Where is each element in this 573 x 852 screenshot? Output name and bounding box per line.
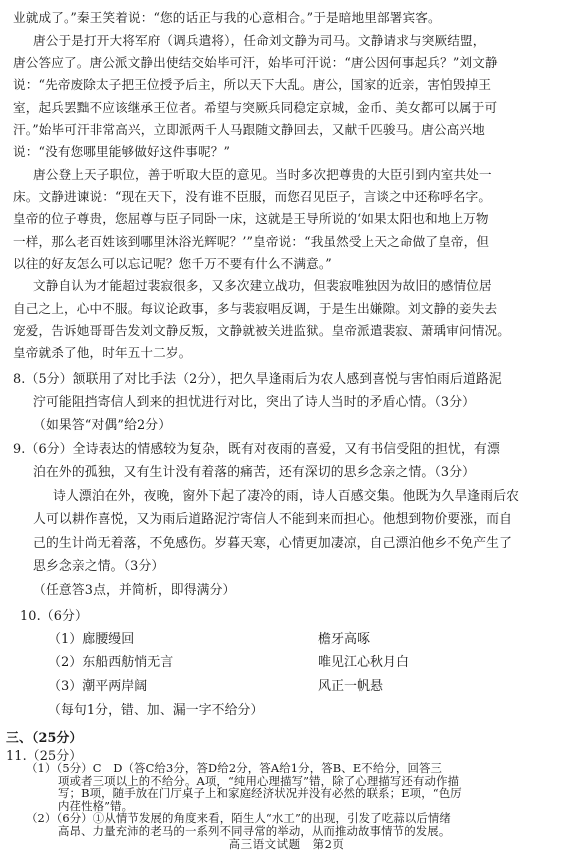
q9-answer-line: 泊在外的孤独，又有生计没有着落的痛苦，还有深切的思乡念亲之情。（3分） [33, 465, 476, 480]
passage-line: 唐公答应了。唐公派文静出使结交始毕可汗，始毕可汗说：“唐公因何事起兵？”刘文静 [13, 55, 498, 70]
passage-line: 室，起兵罢黜不应该继承王位者。希望与突厥兵同稳定京城，金币、美女都可以属于可 [13, 100, 498, 115]
q11-part2-line: （2）（6分）①从情节发展的角度来看，陌生人“水工”的出现，引发了吃蒜以后情绪 [26, 811, 451, 825]
passage-line: 床。文静进谏说：“现在天下，没有谁不臣服，而您召见臣子，言谈之中还称呼名字。 [13, 189, 492, 204]
section-heading: 三、（25分） [6, 731, 83, 746]
q8-answer-line: 泞可能阻挡寄信人到来的担忧进行对比，突出了诗人当时的矛盾心情。（3分） [33, 395, 476, 410]
q9-answer-line: 诗人漂泊在外，夜晚，窗外下起了凄冷的雨，诗人百感交集。他既为久旱逢雨后农 [53, 489, 520, 504]
q10-scoring-note: （每句1分，错、加、漏一字不给分） [48, 703, 264, 718]
q10-answer-right: 唯见江心秋月白 [318, 655, 410, 670]
q10-answer-left: （2）东船西舫悄无言 [48, 655, 174, 670]
q10-answer-right: 檐牙高啄 [318, 632, 371, 647]
q10-answer-left: （1）廊腰缦回 [48, 632, 135, 647]
q10-answer-right: 风正一帆悬 [318, 679, 384, 694]
passage-line: 汗。”始毕可汗非常高兴，立即派两千人马跟随文静回去，又献千匹骏马。唐公高兴地 [13, 122, 485, 137]
passage-line: 唐公登上天子职位，善于听取大臣的意见。当时多次把尊贵的大臣引到内室共处一 [33, 167, 492, 182]
q11-part1-line: 写；B项，随手放在门厅桌子上和家庭经济状况并没有必然的联系；E项，“色厉 [58, 786, 462, 800]
q11-part1-line: （1）（5分）C D（答C给3分，答D给2分，答A给1分，答B、E不给分，回答三 [26, 761, 443, 775]
passage-line: 宠爱，告诉她哥哥告发刘文静反叛，文静就被关进监狱。皇帝派遣裴寂、萧瑀审问情况。 [13, 323, 511, 338]
q10-header: 10.（6分） [20, 609, 88, 624]
passage-line: 以往的好友怎么可以忘记呢？您千万不要有什么不满意。” [13, 256, 332, 271]
q8-answer-line: 8.（5分）颔联用了对比手法（2分），把久旱逢雨后为农人感到喜悦与害怕雨后道路泥 [13, 372, 502, 387]
passage-line: 文静自认为才能超过裴寂很多，又多次建立战功，但裴寂唯独因为故旧的感情位居 [33, 278, 492, 293]
q11-header: 11.（25分） [6, 749, 83, 764]
passage-line: 业就成了。”秦王笑着说：“您的话正与我的心意相合。”于是暗地里部署宾客。 [13, 10, 441, 25]
passage-line: 自己之上，心中不服。每议论政事，多与裴寂唱反调，于是生出嫌隙。刘文静的妾失去 [13, 301, 498, 316]
q11-part1-line: 项或者三项以上的不给分。A项，“纯用心理描写”错，除了心理描写还有动作描 [58, 773, 460, 788]
passage-line: 说：“没有您哪里能够做好这件事呢？” [13, 144, 231, 159]
passage-line: 一样，那么老百姓该到哪里沐浴光辉呢？’”皇帝说：“我虽然受上天之命做了皇帝，但 [13, 234, 490, 249]
passage-line: 皇帝的位子尊贵，您屈尊与臣子同卧一床，这就是王导所说的‘如果太阳也和地上万物 [13, 211, 489, 226]
q10-answer-left: （3）潮平两岸阔 [48, 679, 148, 694]
q9-answer-line: 思乡念亲之情。（3分） [33, 559, 165, 574]
passage-line: 皇帝就杀了他，时年五十二岁。 [13, 345, 192, 360]
q9-scoring-note: （任意答3点，并简析，即得满分） [33, 583, 236, 598]
passage-line: 说：“先帝废除太子把王位授予后主，所以天下大乱。唐公，国家的近亲，害怕毁掉王 [13, 77, 492, 92]
q11-part1-line: 内荏性格”错。 [58, 798, 134, 813]
page-footer: 高三语文试题 第2页 [228, 837, 345, 851]
q9-answer-line: 9.（6分）全诗表达的情感较为复杂，既有对夜雨的喜爱，又有书信受阻的担忧，有漂 [13, 442, 500, 457]
passage-line: 唐公于是打开大将军府（调兵遣将），任命刘文静为司马。文静请求与突厥结盟， [33, 33, 486, 48]
q11-part2-line: 高昂、力量充沛的老马的一系列不同寻常的举动，从而推动故事情节的发展。 [58, 823, 451, 838]
q8-scoring-note: （如果答“对偶”给2分） [33, 418, 172, 433]
q9-answer-line: 己的生计尚无着落，不免感伤。岁暮天寒，心情更加凄凉，自己漂泊他乡不免产生了 [33, 536, 513, 551]
q9-answer-line: 人可以耕作喜悦，又为雨后道路泥泞寄信人不能到来而担心。他想到物价要涨，而自 [33, 512, 513, 527]
